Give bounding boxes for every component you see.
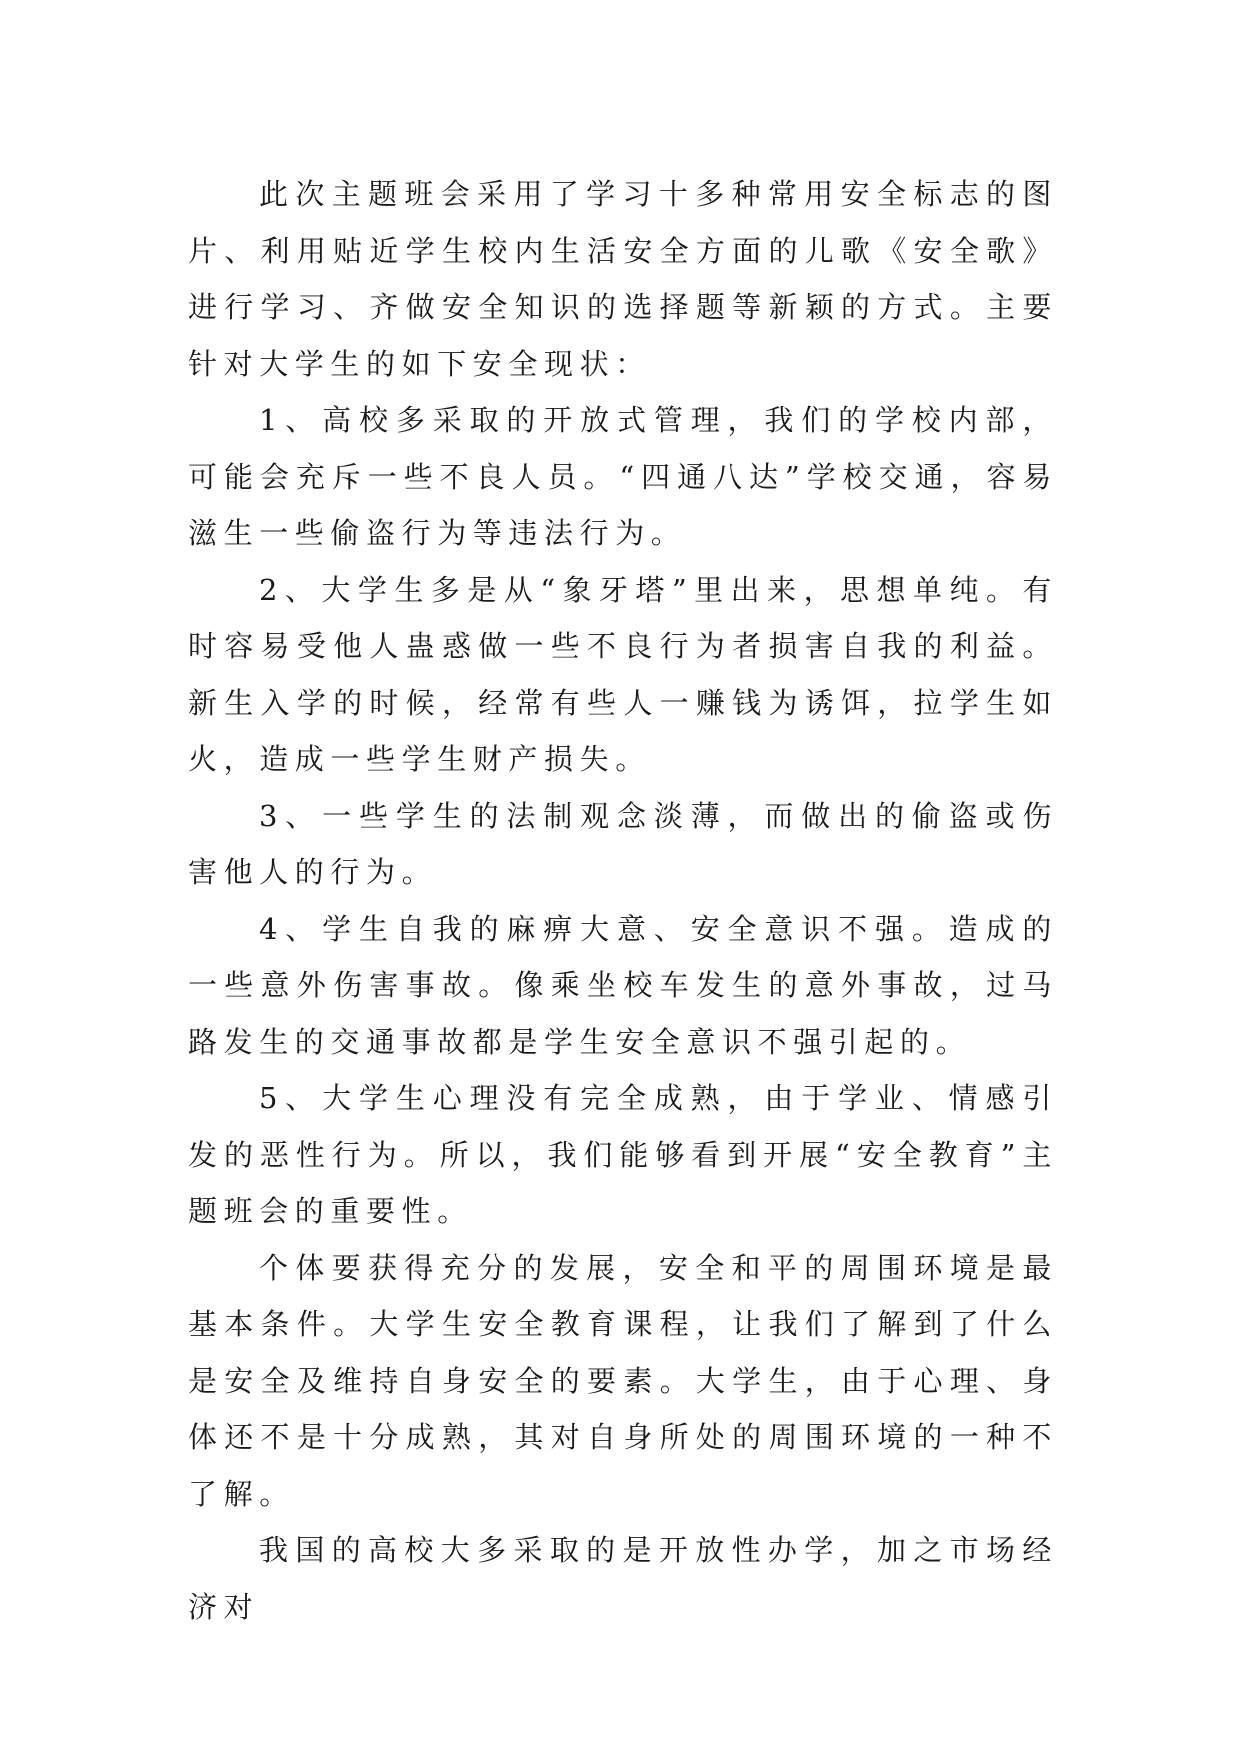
- paragraph-item-1: 1、高校多采取的开放式管理，我们的学校内部，可能会充斥一些不良人员。“四通八达”学校交通，容易滋生一些偷盗行为等违法行为。: [188, 403, 1058, 550]
- paragraph-item-5: 5、大学生心理没有完全成熟，由于学业、情感引发的恶性行为。所以，我们能够看到开展“安全教育”主题班会的重要性。: [188, 1081, 1058, 1228]
- paragraph-open-schooling: 我国的高校大多采取的是开放性办学，加之市场经济对: [188, 1533, 1058, 1624]
- paragraph-item-4: 4、学生自我的麻痹大意、安全意识不强。造成的一些意外伤害事故。像乘坐校车发生的意外事故，过马路发生的交通事故都是学生安全意识不强引起的。: [188, 911, 1058, 1059]
- paragraph-development: 个体要获得充分的发展，安全和平的周围环境是最基本条件。大学生安全教育课程，让我们了解到了什么是安全及维持自身安全的要素。大学生，由于心理、身体还不是十分成熟，其对自身所处的周围环境的一种不了解。: [188, 1250, 1058, 1511]
- document-body: [188, 166, 1058, 1635]
- paragraph-item-2: 2、大学生多是从“象牙塔”里出来，思想单纯。有时容易受他人蛊惑做一些不良行为者损害自我的利益。新生入学的时候，经常有些人一赚钱为诱饵，拉学生如火，造成一些学生财产损失。: [188, 572, 1058, 776]
- paragraph-intro: 此次主题班会采用了学习十多种常用安全标志的图片、利用贴近学生校内生活安全方面的儿歌《安全歌》进行学习、齐做安全知识的选择题等新颖的方式。主要针对大学生的如下安全现状：: [188, 177, 1058, 381]
- paragraph-item-3: 3、一些学生的法制观念淡薄，而做出的偷盗或伤害他人的行为。: [188, 798, 1058, 889]
